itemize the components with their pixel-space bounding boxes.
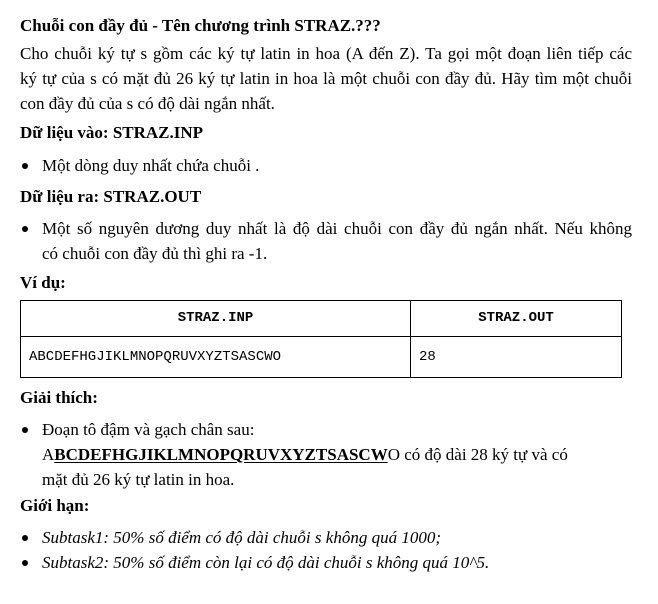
table-cell-input: ABCDEFHGJIKLMNOPQRUVXYZTSASCWO — [21, 337, 411, 378]
description-line: ký tự của s có mặt đủ 26 ký tự latin in hoa là một chuỗi con đầy đủ. Hãy tìm một chuỗi — [20, 69, 632, 88]
explanation-line2: mặt đủ 26 ký tự latin in hoa. — [42, 470, 235, 489]
example-table — [20, 300, 622, 378]
output-bullet-line: có chuỗi con đầy đủ thì ghi ra -1. — [42, 244, 268, 263]
explanation-suffix: O có độ dài 28 ký tự và có — [387, 445, 568, 464]
subtask-1: Subtask1: 50% số điểm có độ dài chuỗi s không quá 1000; — [42, 528, 441, 547]
table-cell-output: 28 — [411, 337, 622, 378]
table-header-row — [21, 301, 622, 337]
subtask-2: Subtask2: 50% số điểm còn lại có độ dài chuỗi s không quá 10^5. — [42, 553, 490, 572]
table-row — [21, 337, 622, 378]
description-line: Cho chuỗi ký tự s gồm các ký tự latin in hoa (A đến Z). Ta gọi một đoạn liên tiếp các — [20, 44, 632, 63]
limits-item — [42, 525, 632, 550]
bullet-dot-icon — [22, 163, 28, 169]
input-heading: Dữ liệu vào: STRAZ.INP — [20, 123, 204, 142]
input-bullet-text: Một dòng duy nhất chứa chuỗi . — [42, 156, 260, 175]
bullet-dot-icon — [22, 560, 28, 566]
problem-title: Chuỗi con đầy đủ - Tên chương trình STRAZ.??? — [20, 16, 381, 35]
bullet-dot-icon — [22, 226, 28, 232]
table-header-output: STRAZ.OUT — [411, 301, 622, 337]
description-line: con đầy đủ của s có độ dài ngắn nhất. — [20, 94, 275, 113]
limits-heading: Giới hạn: — [20, 496, 90, 515]
explanation-bullet — [42, 417, 632, 492]
explanation-intro: Đoạn tô đậm và gạch chân sau: — [42, 420, 255, 439]
input-bullet — [42, 153, 632, 178]
problem-description — [20, 41, 632, 116]
explanation-heading: Giải thích: — [20, 388, 98, 407]
explanation-prefix: A — [42, 445, 55, 464]
explanation-line — [42, 442, 632, 467]
table-header-input: STRAZ.INP — [21, 301, 411, 337]
limits-item — [42, 550, 632, 575]
output-heading: Dữ liệu ra: STRAZ.OUT — [20, 187, 202, 206]
output-bullet-line: Một số nguyên dương duy nhất là độ dài chuỗi con đầy đủ ngắn nhất. Nếu không — [42, 219, 632, 238]
example-heading: Ví dụ: — [20, 273, 66, 292]
highlighted-substring: BCDEFHGJIKLMNOPQRUVXYZTSASCW — [54, 445, 388, 464]
bullet-dot-icon — [22, 427, 28, 433]
output-bullet — [42, 216, 632, 266]
bullet-dot-icon — [22, 535, 28, 541]
